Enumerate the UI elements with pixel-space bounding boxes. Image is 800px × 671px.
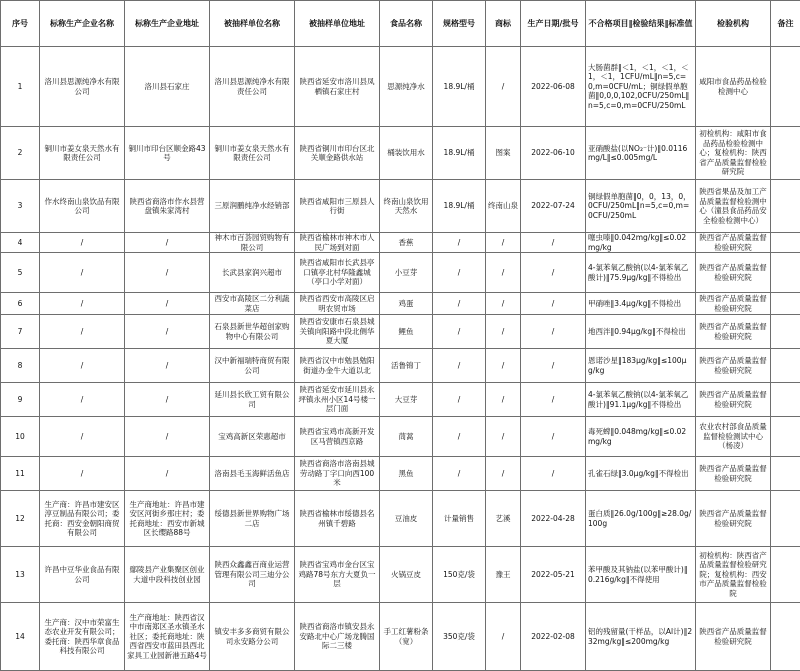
cell-no: 4 — [1, 233, 40, 253]
cell-items: 地西泮‖0.94μg/kg‖不得检出 — [586, 315, 696, 349]
cell-agency: 陕西省产品质量监督检验研究院 — [696, 603, 771, 671]
cell-unit: 延川县长欣工贸有限公司 — [210, 383, 295, 417]
header-brand: 商标 — [486, 1, 521, 47]
cell-spec: / — [433, 315, 486, 349]
cell-note — [771, 383, 800, 417]
cell-mfr-addr: / — [125, 383, 210, 417]
cell-spec: / — [433, 293, 486, 315]
table-row — [1, 293, 800, 315]
cell-food: 黑鱼 — [380, 457, 433, 491]
cell-brand: / — [486, 315, 521, 349]
cell-agency: 陕西省产品质量监督检验研究院 — [696, 349, 771, 383]
cell-brand: / — [486, 383, 521, 417]
cell-mfr: 洛川县思源纯净水有限公司 — [40, 47, 125, 127]
cell-mfr: 铜川市姜女泉天然水有限责任公司 — [40, 127, 125, 180]
cell-mfr-addr: 生产商地址：许昌市建安区河街乡那庄村；委托商地址：西安市新城区长缨路88号 — [125, 491, 210, 547]
cell-brand: 图案 — [486, 127, 521, 180]
header-mfr: 标称生产企业名称 — [40, 1, 125, 47]
cell-food: 活鲁锦丁 — [380, 349, 433, 383]
cell-mfr-addr: / — [125, 417, 210, 457]
cell-unit: 陕西众鑫鑫百商业运营管理有限公司三迪分公司 — [210, 547, 295, 603]
cell-date: / — [521, 349, 586, 383]
cell-mfr: 生产商：许昌市建安区淳豆制品有限公司；委托商：西安金朝阳商贸有限公司 — [40, 491, 125, 547]
cell-unit: 汉中新福瑞特商贸有限公司 — [210, 349, 295, 383]
cell-agency: 初检机构：陕西省产品质量监督检验研究院；复检机构：西安市产品质量监督检验院 — [696, 547, 771, 603]
cell-items: 噻虫嗪‖0.042mg/kg‖≤0.02mg/kg — [586, 233, 696, 253]
header-food: 食品名称 — [380, 1, 433, 47]
cell-food: 小豆芽 — [380, 253, 433, 293]
table-row — [1, 180, 800, 233]
header-date: 生产日期/批号 — [521, 1, 586, 47]
cell-food: 手工红薯粉条（宽） — [380, 603, 433, 671]
cell-spec: 18.9L/桶 — [433, 127, 486, 180]
cell-unit: 长武县家润兴超市 — [210, 253, 295, 293]
cell-no: 5 — [1, 253, 40, 293]
cell-brand: / — [486, 253, 521, 293]
cell-note — [771, 491, 800, 547]
cell-agency: 陕西省产品质量监督检验研究院 — [696, 491, 771, 547]
cell-brand: / — [486, 457, 521, 491]
cell-items: 恩诺沙星‖183μg/kg‖≤100μg/kg — [586, 349, 696, 383]
cell-brand: / — [486, 233, 521, 253]
table-row — [1, 47, 800, 127]
cell-date: 2022-07-24 — [521, 180, 586, 233]
cell-date: 2022-06-10 — [521, 127, 586, 180]
cell-no: 7 — [1, 315, 40, 349]
table-row — [1, 315, 800, 349]
cell-no: 13 — [1, 547, 40, 603]
table-row — [1, 383, 800, 417]
cell-spec: 18.9L/桶 — [433, 180, 486, 233]
cell-date: / — [521, 383, 586, 417]
cell-mfr-addr: 洛川县石家庄 — [125, 47, 210, 127]
cell-items: 4-氯苯氧乙酸钠(以4-氯苯氧乙酸计)‖75.9μg/kg‖不得检出 — [586, 253, 696, 293]
cell-date: / — [521, 457, 586, 491]
cell-unit-addr: 陕西省咸阳市三原县人行街 — [295, 180, 380, 233]
cell-date: / — [521, 293, 586, 315]
cell-note — [771, 603, 800, 671]
table-row — [1, 253, 800, 293]
cell-agency: 陕西省产品质量监督检验研究院 — [696, 233, 771, 253]
cell-mfr: / — [40, 233, 125, 253]
table-row — [1, 603, 800, 671]
cell-spec: / — [433, 383, 486, 417]
cell-date: 2022-06-08 — [521, 47, 586, 127]
cell-mfr: / — [40, 457, 125, 491]
cell-brand: 终南山泉 — [486, 180, 521, 233]
cell-mfr-addr: / — [125, 315, 210, 349]
header-unit-addr: 被抽样单位地址 — [295, 1, 380, 47]
cell-mfr-addr: 铜川市印台区顺金路43号 — [125, 127, 210, 180]
cell-note — [771, 127, 800, 180]
cell-brand: / — [486, 417, 521, 457]
cell-agency: 咸阳市食品药品检验检测中心 — [696, 47, 771, 127]
cell-note — [771, 349, 800, 383]
cell-unit: 神木市百荟园贸购物有限公司 — [210, 233, 295, 253]
cell-unit-addr: 陕西省汉中市勉县勉阳街道办金牛大道以北 — [295, 349, 380, 383]
cell-food: 桶装饮用水 — [380, 127, 433, 180]
cell-no: 8 — [1, 349, 40, 383]
table-row — [1, 547, 800, 603]
cell-date: / — [521, 417, 586, 457]
cell-agency: 陕西省产品质量监督检验研究院 — [696, 457, 771, 491]
cell-date: / — [521, 253, 586, 293]
cell-food: 豆油皮 — [380, 491, 433, 547]
cell-mfr-addr: 陕西省商洛市作水县营盘镇朱家湾村 — [125, 180, 210, 233]
table-row — [1, 417, 800, 457]
cell-no: 9 — [1, 383, 40, 417]
cell-unit-addr: 陕西省铜川市印台区北关顺金路供水站 — [295, 127, 380, 180]
cell-items: 甲硝唑‖3.4μg/kg‖不得检出 — [586, 293, 696, 315]
cell-agency: 陕西省产品质量监督检验研究院 — [696, 315, 771, 349]
cell-agency: 陕西省产品质量监督检验研究院 — [696, 293, 771, 315]
cell-unit: 镇安丰多多商贸有限公司永安路分公司 — [210, 603, 295, 671]
cell-mfr: 生产商：汉中市荣富生态农业开发有限公司；委托商：陕西华章食品科技有限公司 — [40, 603, 125, 671]
cell-unit-addr: 陕西省商洛市洛南县城劳动路丁字口向西100米 — [295, 457, 380, 491]
header-spec: 规格型号 — [433, 1, 486, 47]
header-row — [1, 1, 800, 47]
cell-spec: 150克/袋 — [433, 547, 486, 603]
cell-mfr-addr: 鄢陵县产业集聚区创业大道中段科技创业园 — [125, 547, 210, 603]
cell-items: 大肠菌群‖＜1，＜1，＜1，＜1，＜1，1CFU/mL‖n=5,c=0,m=0CFU/mL；铜绿假单胞菌‖0,0,0,102,0CFU/250mL‖n=5,c=0,m=0CFU/250mL — [586, 47, 696, 127]
cell-no: 14 — [1, 603, 40, 671]
cell-items: 蛋白质‖26.0g/100g‖≥28.0g/100g — [586, 491, 696, 547]
cell-note — [771, 253, 800, 293]
cell-food: 鸡蛋 — [380, 293, 433, 315]
table-row — [1, 127, 800, 180]
cell-items: 铝的残留量(干样品，以Al计)‖232mg/kg‖≤200mg/kg — [586, 603, 696, 671]
cell-mfr: / — [40, 349, 125, 383]
cell-brand: / — [486, 349, 521, 383]
cell-spec: 18.9L/桶 — [433, 47, 486, 127]
cell-mfr-addr: / — [125, 349, 210, 383]
cell-no: 6 — [1, 293, 40, 315]
cell-spec: 350克/袋 — [433, 603, 486, 671]
header-no: 序号 — [1, 1, 40, 47]
cell-brand: / — [486, 603, 521, 671]
cell-food: 鲤鱼 — [380, 315, 433, 349]
cell-brand: 豫王 — [486, 547, 521, 603]
cell-mfr-addr: / — [125, 253, 210, 293]
cell-mfr-addr: / — [125, 457, 210, 491]
cell-unit: 洛川县思源纯净水有限责任公司 — [210, 47, 295, 127]
cell-mfr: / — [40, 383, 125, 417]
header-agency: 检验机构 — [696, 1, 771, 47]
cell-agency: 陕西省果品及加工产品质量监督检验测中心（潼县食品药品安全检验检测中心） — [696, 180, 771, 233]
cell-mfr: / — [40, 417, 125, 457]
cell-mfr: 作水终南山泉饮品有限公司 — [40, 180, 125, 233]
cell-unit-addr: 陕西省咸阳市长武县亭口镇亭北村华隆鑫城（亭口小学对面） — [295, 253, 380, 293]
cell-unit: 宝鸡高新区荣惠超市 — [210, 417, 295, 457]
header-note: 备注 — [771, 1, 800, 47]
cell-unit: 洛南县毛玉海鲜活鱼店 — [210, 457, 295, 491]
cell-mfr: / — [40, 253, 125, 293]
cell-mfr: 许昌中豆华业食品有限公司 — [40, 547, 125, 603]
cell-unit: 铜川市姜女泉天然水有限责任公司 — [210, 127, 295, 180]
cell-no: 11 — [1, 457, 40, 491]
cell-no: 3 — [1, 180, 40, 233]
cell-unit-addr: 陕西省榆林市神木市人民广场到对面 — [295, 233, 380, 253]
cell-brand: / — [486, 293, 521, 315]
cell-items: 4-氯苯氧乙酸钠(以4-氯苯氧乙酸计)‖91.1μg/kg‖不得检出 — [586, 383, 696, 417]
cell-food: 思源纯净水 — [380, 47, 433, 127]
cell-no: 1 — [1, 47, 40, 127]
cell-mfr-addr: 生产商地址：陕西省汉中市南郑区圣水镇圣水社区；委托商地址：陕西省西安市蓝田县西北家具工业园新港五路4号 — [125, 603, 210, 671]
cell-food: 香蕉 — [380, 233, 433, 253]
cell-food: 大豆芽 — [380, 383, 433, 417]
cell-agency: 初检机构：咸阳市食品药品检验检测中心；复检机构：陕西省产品质量监督检验研究院 — [696, 127, 771, 180]
cell-note — [771, 180, 800, 233]
cell-note — [771, 293, 800, 315]
cell-note — [771, 315, 800, 349]
cell-items: 孔雀石绿‖3.0μg/kg‖不得检出 — [586, 457, 696, 491]
table-row — [1, 349, 800, 383]
cell-date: 2022-04-28 — [521, 491, 586, 547]
cell-unit-addr: 陕西省西安市高陵区启明农贸市场 — [295, 293, 380, 315]
cell-spec: / — [433, 349, 486, 383]
cell-agency: 陕西省产品质量监督检验研究院 — [696, 253, 771, 293]
cell-date: 2022-02-08 — [521, 603, 586, 671]
table-row — [1, 491, 800, 547]
cell-unit-addr: 陕西省安康市石泉县城关镇向阳路中段北侧华夏大厦 — [295, 315, 380, 349]
cell-date: / — [521, 315, 586, 349]
cell-no: 12 — [1, 491, 40, 547]
cell-mfr-addr: / — [125, 233, 210, 253]
cell-note — [771, 457, 800, 491]
cell-brand: 艺溪 — [486, 491, 521, 547]
cell-unit-addr: 陕西省商洛市镇安县永安路北中心广场龙腾国际二三楼 — [295, 603, 380, 671]
cell-no: 10 — [1, 417, 40, 457]
cell-unit-addr: 陕西省宝鸡市高新开发区马营镇西京路 — [295, 417, 380, 457]
cell-note — [771, 417, 800, 457]
header-items: 不合格项目‖检验结果‖标准值 — [586, 1, 696, 47]
cell-spec: / — [433, 233, 486, 253]
table-row — [1, 457, 800, 491]
cell-mfr: / — [40, 293, 125, 315]
cell-agency: 陕西省产品质量监督检验研究院 — [696, 383, 771, 417]
cell-food: 火锅豆皮 — [380, 547, 433, 603]
cell-date: 2022-05-21 — [521, 547, 586, 603]
table-row — [1, 233, 800, 253]
cell-unit: 绥德县新世界购物广场二店 — [210, 491, 295, 547]
cell-food: 茼蒿 — [380, 417, 433, 457]
cell-date: / — [521, 233, 586, 253]
cell-spec: / — [433, 417, 486, 457]
cell-agency: 农业农村部食品质量监督检验测试中心（杨凌） — [696, 417, 771, 457]
cell-unit: 西安市高陵区二分利蔬菜店 — [210, 293, 295, 315]
cell-note — [771, 547, 800, 603]
cell-unit-addr: 陕西省榆林市绥德县名州镇千碧路 — [295, 491, 380, 547]
cell-unit-addr: 陕西省宝鸡市金台区宝鸡路78号东方大夏负一层 — [295, 547, 380, 603]
header-mfr-addr: 标称生产企业地址 — [125, 1, 210, 47]
cell-brand: / — [486, 47, 521, 127]
cell-food: 终南山泉饮用天然水 — [380, 180, 433, 233]
cell-unit: 石泉县新世华超创家购物中心有限公司 — [210, 315, 295, 349]
header-unit: 被抽样单位名称 — [210, 1, 295, 47]
cell-unit-addr: 陕西省延安市延川县永坪镇永州小区14号楼一层门面 — [295, 383, 380, 417]
cell-spec: / — [433, 457, 486, 491]
cell-mfr-addr: / — [125, 293, 210, 315]
cell-items: 铜绿假单胞菌‖0，0，13，0，0CFU/250mL‖n=5,c=0,m=0CFU/250mL — [586, 180, 696, 233]
cell-spec: 计量销售 — [433, 491, 486, 547]
cell-items: 苯甲酸及其钠盐(以苯甲酸计)‖0.216g/kg‖不得使用 — [586, 547, 696, 603]
cell-note — [771, 233, 800, 253]
cell-note — [771, 47, 800, 127]
cell-unit-addr: 陕西省延安市洛川县凤栖镇石家庄村 — [295, 47, 380, 127]
cell-mfr: / — [40, 315, 125, 349]
cell-items: 毒死蜱‖0.048mg/kg‖≤0.02mg/kg — [586, 417, 696, 457]
cell-spec: / — [433, 253, 486, 293]
cell-unit: 三原润鹏纯净水经销部 — [210, 180, 295, 233]
cell-no: 2 — [1, 127, 40, 180]
cell-items: 亚硝酸盐(以NO₂⁻计)‖0.0116mg/L‖≤0.005mg/L — [586, 127, 696, 180]
